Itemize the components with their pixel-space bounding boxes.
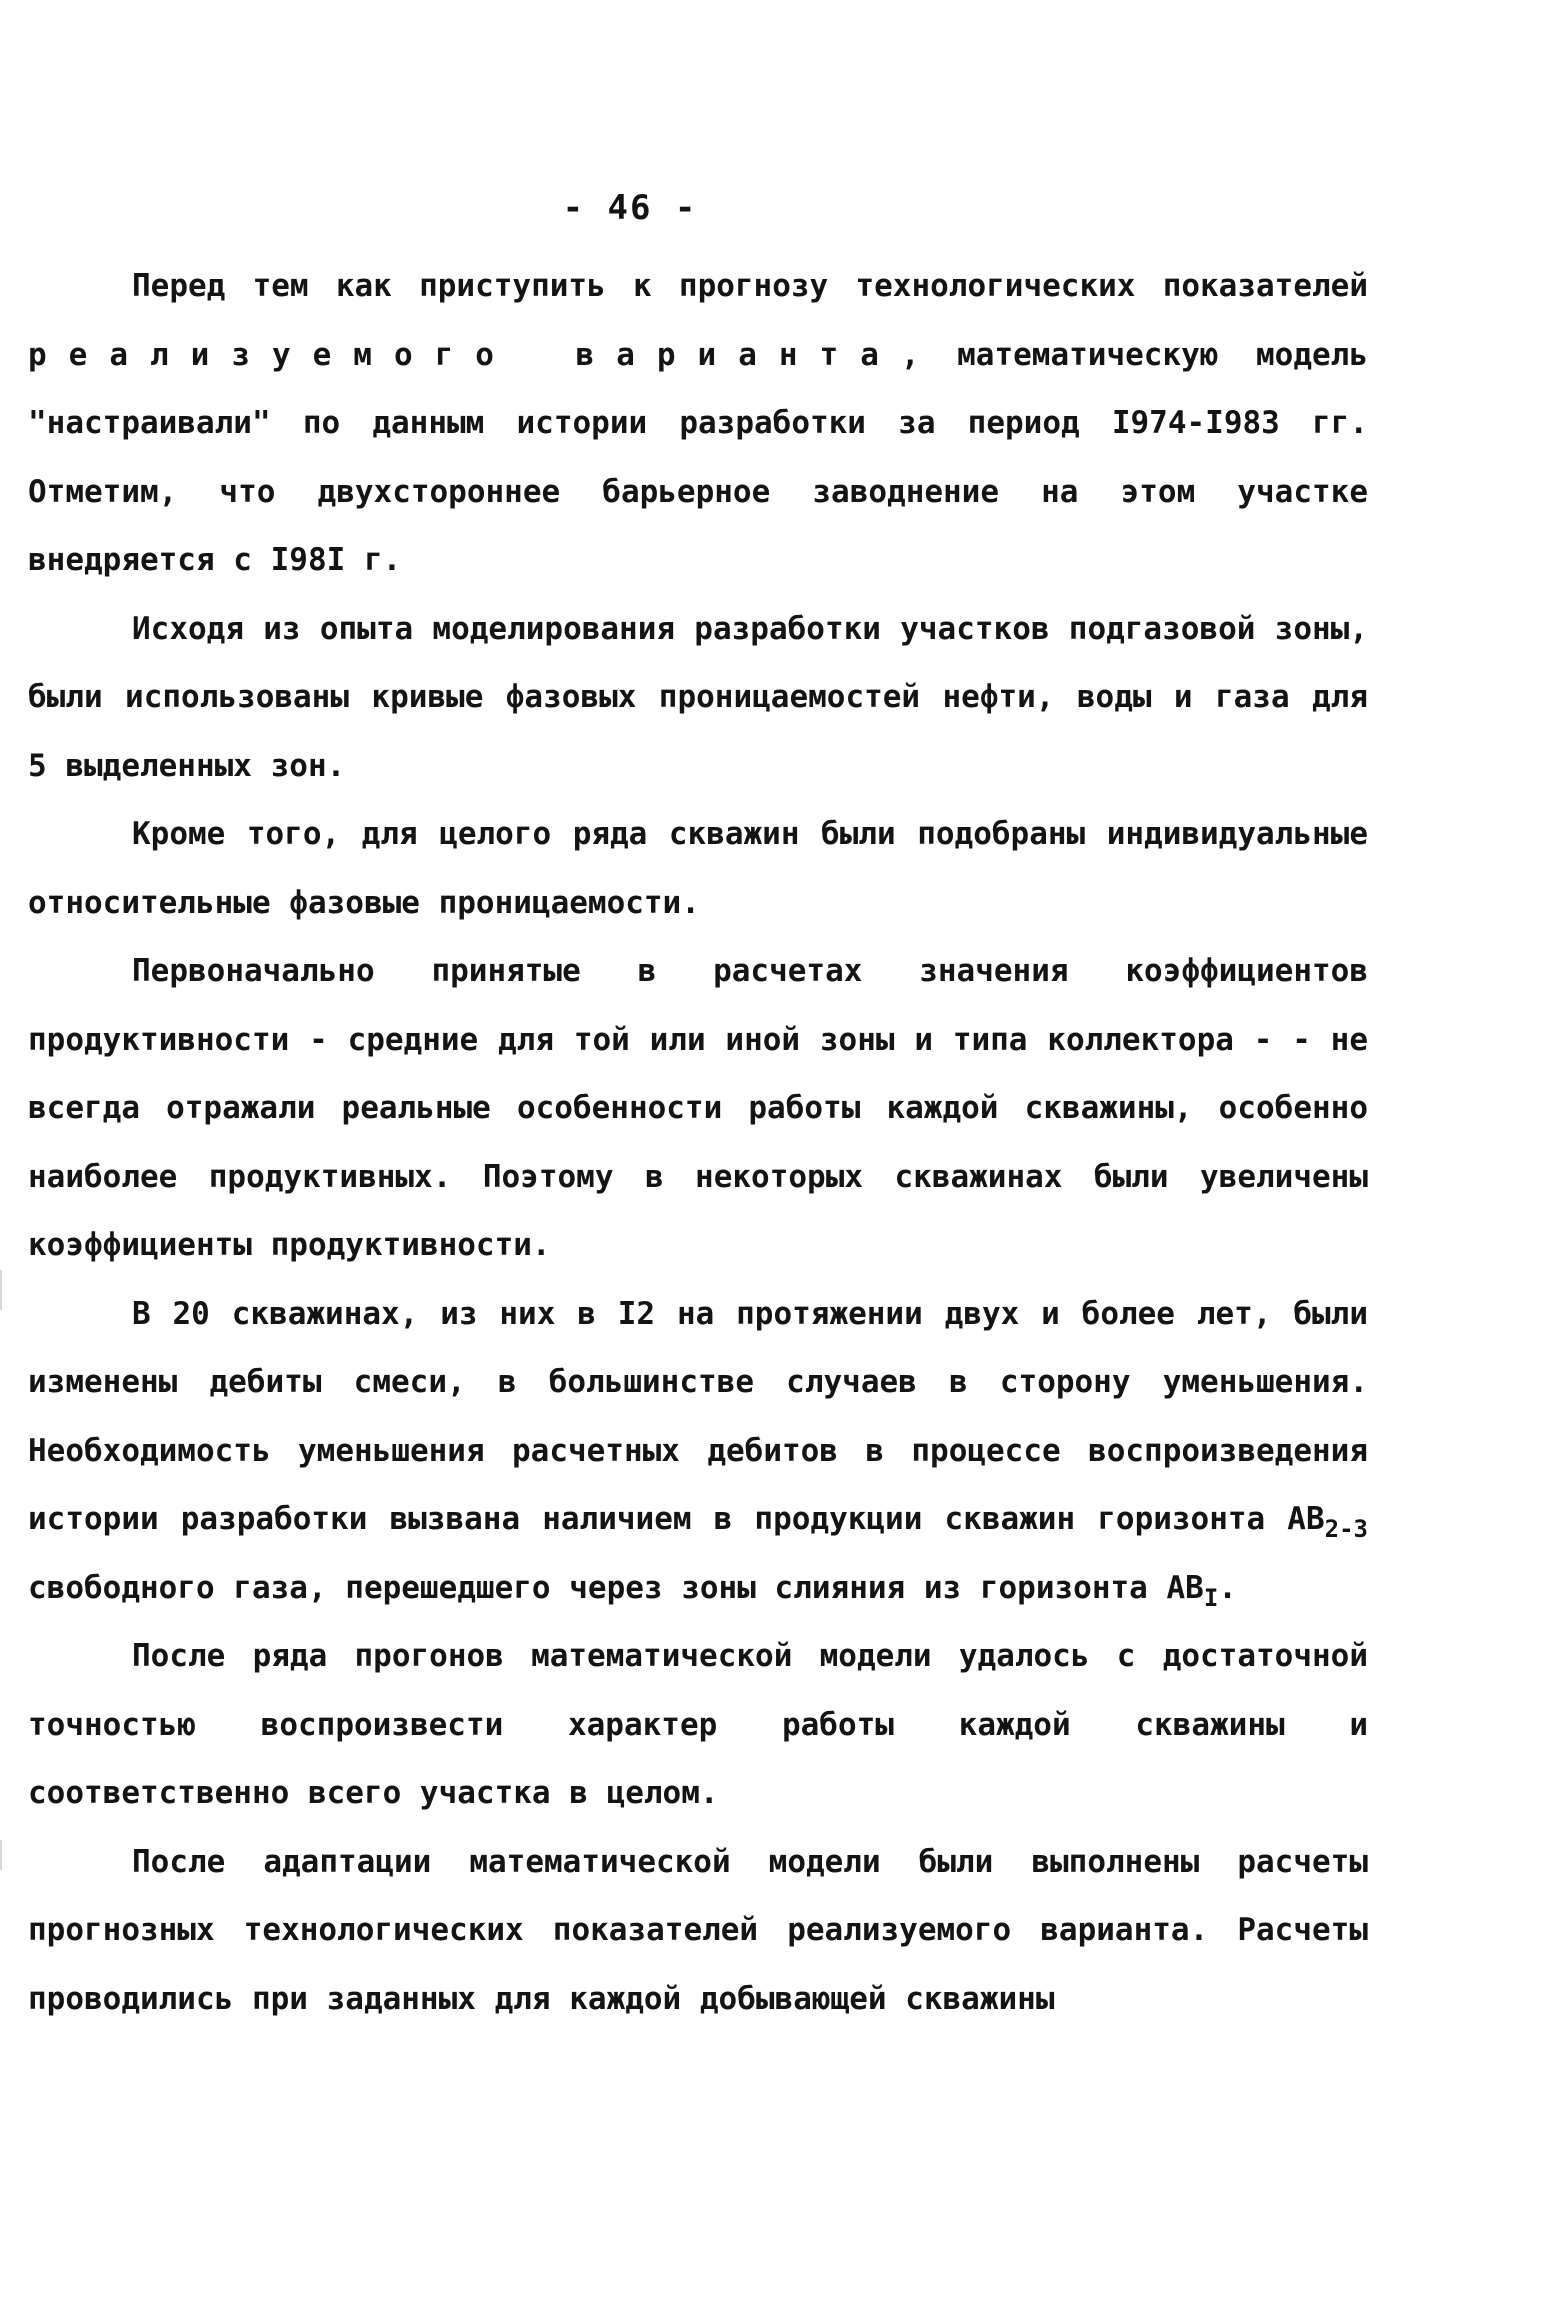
paragraph-4: Первоначально принятые в расчетах значения коэффициентов продуктивности - средние для той или иной зоны и типа коллектора - - не всегда отражали реальные особенности работы каждой скважины, особенно наиболее продуктивных. Поэтому в некоторых скважинах были увеличены коэффициенты продуктивности.: [28, 953, 1368, 1263]
scan-edge-mark: [0, 1270, 2, 1310]
paragraph-1-text-a: Перед тем как приступить к прогнозу технологических показателей: [132, 268, 1368, 304]
paragraph-1: [28, 252, 1368, 595]
horizon-subscript: 2-3: [1324, 1515, 1368, 1543]
paragraph-5-text-c: .: [1218, 1569, 1237, 1606]
paragraph-3: Кроме того, для целого ряда скважин были подобраны индивидуальные относительные фазовые проницаемости.: [28, 816, 1368, 921]
paragraph-5-text-a: В 20 скважинах, из них в I2 на протяжении двух и более лет, были изменены дебиты смеси, в большинстве случаев в сторону уменьшения. Необходимость уменьшения расчетных дебитов в процессе воспроизведения истории разработки вызвана наличием в продукции скважин горизонта АВ: [28, 1295, 1368, 1537]
paragraph-6: После ряда прогонов математической модели удалось с достаточной точностью воспроизвести характер работы каждой скважины и соответственно всего участка в целом.: [28, 1638, 1368, 1811]
horizon-subscript: I: [1203, 1583, 1219, 1612]
paragraph-5-text-b: свободного газа, перешедшего через зоны слияния из горизонта АВ: [28, 1569, 1204, 1606]
paragraph-2: Исходя из опыта моделирования разработки участков подгазовой зоны, были использованы кривые фазовых проницаемостей нефти, воды и газа для 5 выделенных зон.: [28, 610, 1368, 784]
paragraph-5: [28, 1280, 1368, 1623]
paragraph-7: После адаптации математической модели были выполнены расчеты прогнозных технологических показателей реализуемого варианта. Расчеты проводились при заданных для каждой добывающей скважины: [28, 1843, 1368, 2017]
body-text: [28, 252, 1368, 2033]
emphasized-term: реализуемого варианта: [28, 336, 901, 373]
scan-edge-mark: [0, 1840, 2, 1870]
page-number: - 46 -: [562, 188, 698, 228]
paragraph-1-text-c: , математическую модель "настраивали" по данным истории разработки за период I974-I983 гг. Отметим, что двухстороннее барьерное заводнение на этом участке внедряется с I98I г.: [28, 336, 1369, 578]
